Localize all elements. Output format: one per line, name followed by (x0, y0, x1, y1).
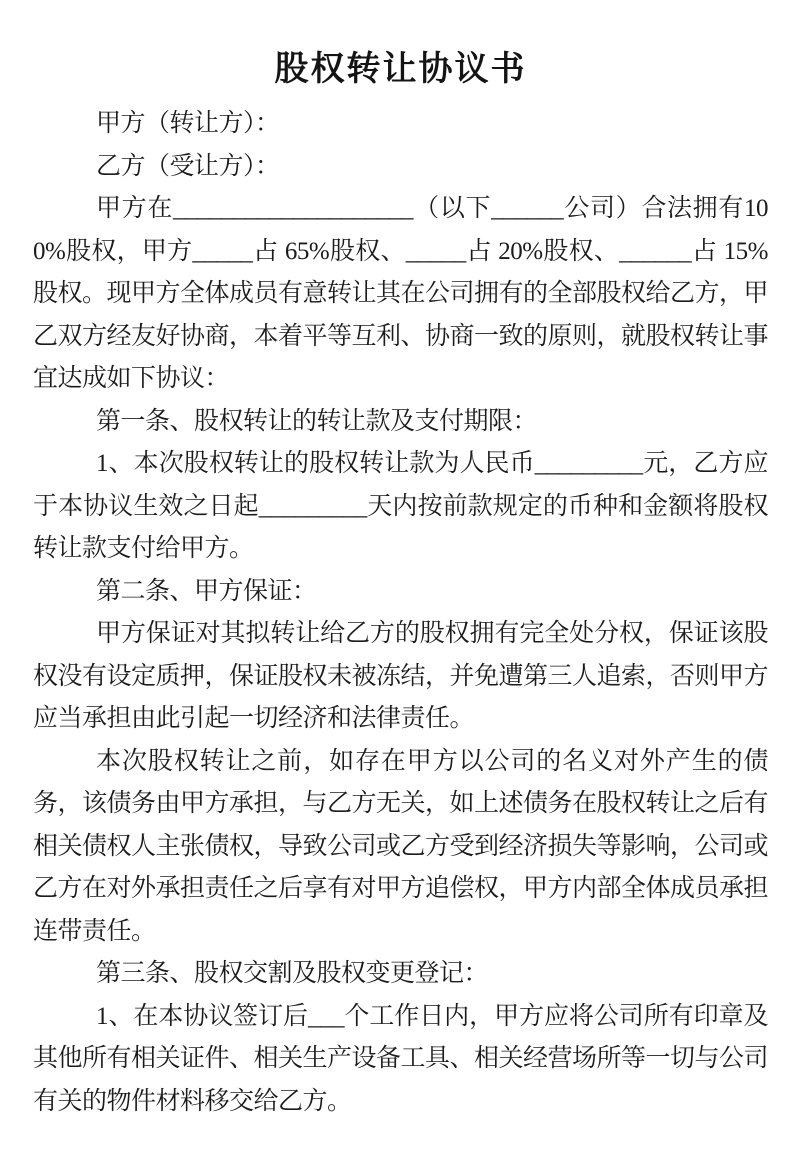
document-body (33, 103, 768, 1123)
article-3-clause-1: 1、在本协议签订后___个工作日内，甲方应将公司所有印章及其他所有相关证件、相关生产设备工具、相关经营场所等一切与公司有关的物件材料移交给乙方。 (33, 1002, 769, 1115)
party-b-line: 乙方（受让方）： (96, 152, 280, 180)
article-1-heading: 第一条、股权转让的转让款及支付期限： (96, 407, 538, 435)
article-1-clause-1: 1、本次股权转让的股权转让款为人民币_________元，乙方应于本协议生效之日起_________天内按前款规定的币种和金额将股权转让款支付给甲方。 (33, 450, 768, 562)
party-a-line: 甲方（转让方）： (96, 110, 280, 137)
article-3-heading: 第三条、股权交割及股权变更登记： (96, 960, 489, 987)
article-2-heading: 第二条、甲方保证： (96, 577, 317, 605)
article-2-clause-1: 甲方保证对其拟转让给乙方的股权拥有完全处分权，保证该股权没有设定质押，保证股权未被冻结，并免遭第三人追索，否则甲方应当承担由此引起一切经济和法律责任。 (33, 620, 769, 732)
document-title: 股权转让协议书 (274, 51, 527, 88)
preamble-paragraph: 甲方在____________________（以下______公司）合法拥有100%股权，甲方_____占 65%股权、_____占 20%股权、______占 15%股权。现甲方全体成员有意转让其在公司拥有的全部股权给乙方，甲乙双方经友好协商，本着平等互利、协商一致的原则，就股权转让事宜达成如下协议： (33, 195, 769, 392)
article-2-clause-2: 本次股权转让之前，如存在甲方以公司的名义对外产生的债务，该债务由甲方承担，与乙方无关，如上述债务在股权转让之后有相关债权人主张债权，导致公司或乙方受到经济损失等影响，公司或乙方在对外承担责任之后享有对甲方追偿权，甲方内部全体成员承担连带责任。 (33, 747, 769, 945)
